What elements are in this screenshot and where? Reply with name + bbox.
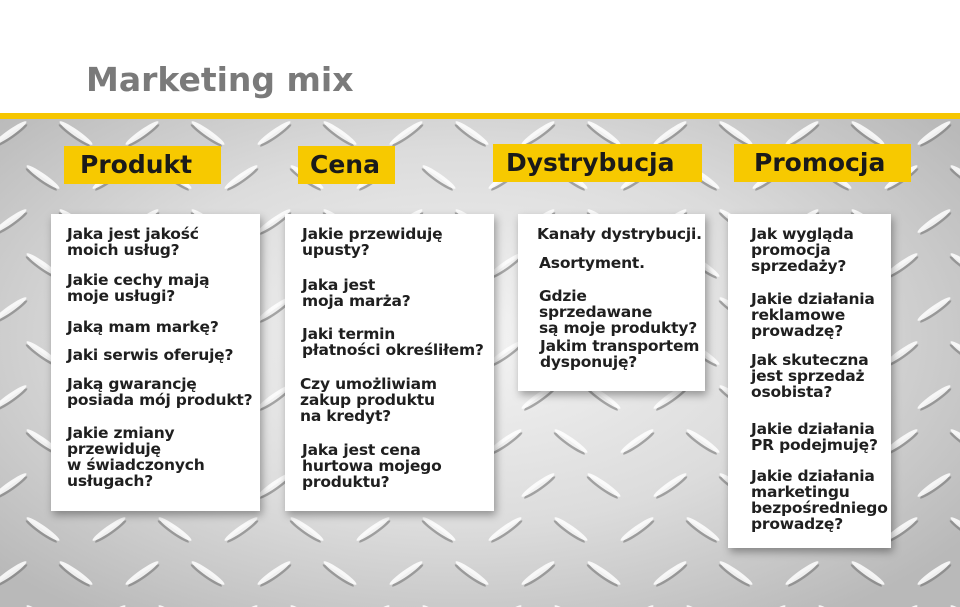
question-item: Gdzie sprzedawane są moje produkty?	[539, 287, 698, 337]
question-item: Jakie przewiduję upusty?	[302, 225, 443, 259]
question-item: Jakie działania marketingu bezpośredniego prowadzę?	[751, 467, 888, 533]
question-item: Jak skuteczna jest sprzedaż osobista?	[751, 351, 869, 401]
question-item: Asortyment.	[539, 254, 645, 272]
card-cena	[285, 214, 494, 511]
question-item: Jakie cechy mają moje usługi?	[67, 271, 210, 305]
question-item: Jakie działania reklamowe prowadzę?	[751, 290, 875, 340]
question-item: Jaką gwarancję posiada mój produkt?	[67, 375, 253, 409]
question-item: Jaki termin płatności określiłem?	[302, 325, 484, 359]
question-item: Jakie działania PR podejmuję?	[751, 420, 878, 454]
question-item: Jakim transportem dysponuję?	[540, 337, 700, 371]
question-item: Jak wygląda promocja sprzedaży?	[751, 225, 854, 275]
heading-dystrybucja: Dystrybucja	[493, 144, 702, 182]
question-item: Jaki serwis oferuję?	[67, 346, 234, 364]
heading-cena: Cena	[298, 146, 395, 184]
question-item: Czy umożliwiam zakup produktu na kredyt?	[300, 375, 437, 425]
question-item: Jaka jest moja marża?	[302, 276, 411, 310]
card-produkt	[51, 214, 260, 511]
card-dystrybucja	[518, 214, 705, 391]
question-item: Jaka jest cena hurtowa mojego produktu?	[302, 441, 442, 491]
heading-produkt: Produkt	[64, 146, 221, 184]
question-item: Jakie zmiany przewiduję w świadczonych usługach?	[67, 424, 205, 490]
page-title: Marketing mix	[86, 60, 354, 99]
heading-promocja: Promocja	[734, 144, 911, 182]
question-item: Jaka jest jakość moich usług?	[67, 225, 199, 259]
question-item: Jaką mam markę?	[67, 318, 219, 336]
card-promocja	[728, 214, 891, 548]
question-item: Kanały dystrybucji.	[537, 225, 702, 243]
